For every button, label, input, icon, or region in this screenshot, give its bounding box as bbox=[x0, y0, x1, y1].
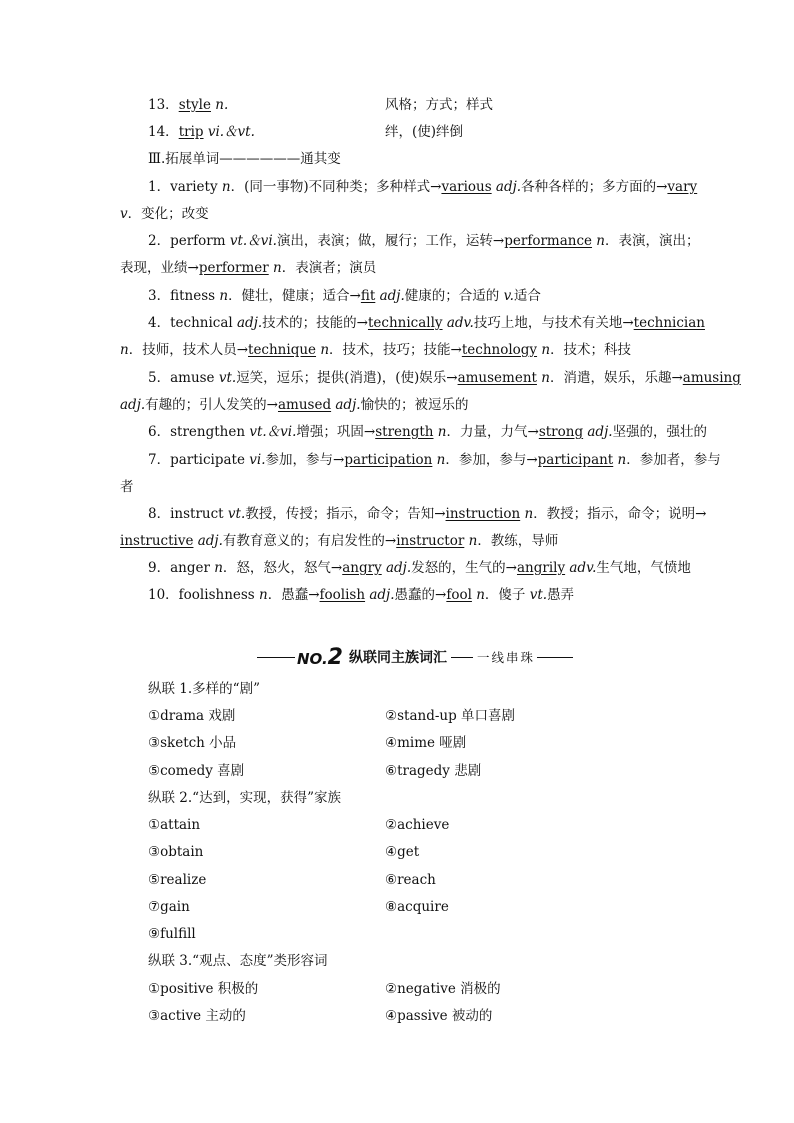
entry-text: ．技师，技术人员→ bbox=[128, 342, 249, 358]
vocab-item-14-meaning: 绊，(使)绊倒 bbox=[385, 124, 464, 140]
entry-text: ．消遣，娱乐，乐趣→ bbox=[549, 370, 683, 386]
section-no-digit: 2 bbox=[327, 644, 343, 670]
group-2-item: ⑧acquire bbox=[385, 899, 449, 915]
section-heading-extended-words: Ⅲ.拓展单词——————通其变 bbox=[148, 151, 341, 167]
entry-text: ．表演者；演员 bbox=[281, 260, 377, 276]
entry-text: ．技术，技巧；技能→ bbox=[329, 342, 462, 358]
entry-amuse-cont bbox=[120, 395, 680, 415]
item-number: 13． bbox=[148, 97, 179, 113]
derived-word: fit bbox=[360, 288, 376, 304]
entry-text: ．教授；指示，命令；说明→ bbox=[533, 506, 707, 522]
pos: vt. bbox=[218, 370, 237, 386]
derived-word: participant bbox=[537, 452, 614, 468]
entry-text: 健康的；合适的 bbox=[404, 288, 504, 304]
pos: n bbox=[268, 260, 282, 276]
title-rule-left bbox=[257, 657, 295, 658]
pos: n bbox=[433, 424, 447, 440]
entry-text: 发怒的，生气的→ bbox=[411, 560, 517, 576]
pos: adj. bbox=[331, 397, 361, 413]
pos: vt.＆vi. bbox=[249, 424, 297, 440]
pos: adj. bbox=[365, 587, 395, 603]
derived-word: instructor bbox=[396, 533, 465, 549]
word: style bbox=[178, 97, 211, 113]
entry-text: 7．participate bbox=[148, 452, 250, 468]
derived-word: fool bbox=[446, 587, 472, 603]
entry-text: 6．strengthen bbox=[148, 424, 250, 440]
derived-word: amused bbox=[277, 397, 332, 413]
group-3-item: ①positive 积极的 bbox=[148, 981, 259, 997]
derived-word: technically bbox=[367, 315, 443, 331]
entry-text: 演出，表演；做，履行；工作，运转→ bbox=[276, 233, 505, 249]
pos: n bbox=[214, 560, 223, 576]
entry-text: 增强；巩固→ bbox=[296, 424, 376, 440]
derived-word: performer bbox=[198, 260, 269, 276]
pos: n bbox=[316, 342, 330, 358]
entry-text: ．技术；科技 bbox=[550, 342, 632, 358]
pos: n bbox=[592, 233, 606, 249]
entry-text: 9．anger bbox=[148, 560, 215, 576]
group-1-item: ④mime 哑剧 bbox=[385, 735, 467, 751]
pos: v bbox=[120, 206, 128, 222]
group-2-item: ⑥reach bbox=[385, 872, 436, 888]
entry-variety bbox=[148, 177, 708, 197]
title-rule-right bbox=[537, 657, 573, 658]
pos: n bbox=[464, 533, 478, 549]
entry-text: 适合 bbox=[513, 288, 541, 304]
pos: adv. bbox=[442, 315, 474, 331]
pos: adj. bbox=[375, 288, 405, 304]
section-no-label: NO. bbox=[296, 649, 328, 668]
derived-word: instruction bbox=[445, 506, 521, 522]
entry-text: 3．fitness bbox=[148, 288, 220, 304]
group-1-item: ⑥tragedy 悲剧 bbox=[385, 763, 482, 779]
entry-text: ．力量，力气→ bbox=[446, 424, 539, 440]
entry-text: 有教育意义的；有启发性的→ bbox=[222, 533, 397, 549]
entry-participate-cont: 者 bbox=[120, 479, 134, 495]
pos: n bbox=[221, 179, 231, 195]
entry-instruct bbox=[148, 504, 708, 524]
group-1-title: 纵联 1.多样的“剧” bbox=[148, 681, 260, 697]
section-title-text: 纵联同主族词汇 bbox=[348, 650, 447, 666]
group-2-item: ①attain bbox=[148, 817, 201, 833]
section-2-title bbox=[255, 645, 575, 669]
entry-technical-cont bbox=[120, 340, 680, 360]
entry-strengthen bbox=[148, 422, 708, 442]
derived-word: instructive bbox=[120, 533, 194, 549]
pos: adj. bbox=[381, 560, 412, 576]
entry-text: 各种各样的；多方面的→ bbox=[521, 179, 668, 195]
pos: n bbox=[219, 288, 229, 304]
pos: n bbox=[613, 452, 627, 468]
entry-technical bbox=[148, 313, 708, 333]
entry-text: ．参加，参与→ bbox=[445, 452, 538, 468]
entry-fitness bbox=[148, 286, 708, 306]
derived-word: angry bbox=[342, 560, 382, 576]
group-1-item: ②stand-up 单口喜剧 bbox=[385, 708, 516, 724]
entry-text: 愚弄 bbox=[547, 587, 575, 603]
group-2-item: ②achieve bbox=[385, 817, 450, 833]
derived-word: strength bbox=[375, 424, 434, 440]
entry-text: 逗笑，逗乐；提供(消遣)，(使)娱乐→ bbox=[236, 370, 458, 386]
entry-perform-cont bbox=[120, 258, 680, 278]
group-1-item: ③sketch 小品 bbox=[148, 735, 237, 751]
entry-foolishness bbox=[148, 585, 708, 605]
group-2-item: ⑨fulfill bbox=[148, 926, 196, 942]
derived-word: foolish bbox=[319, 587, 366, 603]
pos: vt. bbox=[227, 506, 246, 522]
pos: n bbox=[536, 370, 550, 386]
pos: n bbox=[537, 342, 551, 358]
derived-word: technology bbox=[461, 342, 538, 358]
entry-text: ．参加者，参与 bbox=[626, 452, 721, 468]
derived-word: technique bbox=[248, 342, 317, 358]
pos: vi. bbox=[249, 452, 266, 468]
entry-text: 坚强的，强壮的 bbox=[612, 424, 708, 440]
pos: vt. bbox=[529, 587, 548, 603]
pos: vt.＆vi. bbox=[229, 233, 277, 249]
entry-text: ．傻子 bbox=[484, 587, 530, 603]
pos: n bbox=[432, 452, 446, 468]
group-2-item: ⑦gain bbox=[148, 899, 190, 915]
derived-word: various bbox=[441, 179, 492, 195]
entry-text: ．表演，演出； bbox=[605, 233, 700, 249]
item-number: 14． bbox=[148, 124, 179, 140]
entry-text: ．愚蠢→ bbox=[267, 587, 320, 603]
entry-text: 10．foolishness bbox=[148, 587, 260, 603]
entry-text: 生气地，气愤地 bbox=[596, 560, 691, 576]
group-2-item: ④get bbox=[385, 844, 420, 860]
entry-text: 有趣的；引人发笑的→ bbox=[145, 397, 278, 413]
pos: adj. bbox=[491, 179, 522, 195]
vocab-item-13-meaning: 风格；方式；样式 bbox=[385, 97, 493, 113]
title-rule-mid bbox=[451, 657, 473, 658]
pos: n bbox=[520, 506, 534, 522]
part-of-speech: n. bbox=[210, 97, 229, 113]
entry-text: 技术的；技能的→ bbox=[262, 315, 368, 331]
entry-perform bbox=[148, 231, 708, 251]
entry-instruct-cont bbox=[120, 531, 680, 551]
entry-text: 愚蠢的→ bbox=[394, 587, 447, 603]
group-3-item: ②negative 消极的 bbox=[385, 981, 501, 997]
part-of-speech: vi.＆vt. bbox=[203, 124, 255, 140]
group-2-item: ③obtain bbox=[148, 844, 204, 860]
group-3-item: ③active 主动的 bbox=[148, 1008, 246, 1024]
entry-text: 愉快的；被逗乐的 bbox=[360, 397, 469, 413]
entry-text: ．教练，导师 bbox=[477, 533, 559, 549]
group-2-item: ⑤realize bbox=[148, 872, 207, 888]
pos: n bbox=[120, 342, 129, 358]
entry-amuse bbox=[148, 368, 741, 388]
pos: adj. bbox=[120, 397, 146, 413]
entry-text: 8．instruct bbox=[148, 506, 228, 522]
group-3-item: ④passive 被动的 bbox=[385, 1008, 493, 1024]
pos: v. bbox=[503, 288, 514, 304]
entry-text: ．怒，怒火，怒气→ bbox=[222, 560, 343, 576]
section-number bbox=[297, 645, 343, 670]
group-2-title: 纵联 2.“达到，实现，获得”家族 bbox=[148, 790, 341, 806]
pos: n bbox=[471, 587, 485, 603]
entry-text: 教授，传授；指示，命令；告知→ bbox=[245, 506, 446, 522]
entry-text: 2．perform bbox=[148, 233, 230, 249]
pos: adj. bbox=[237, 315, 263, 331]
entry-text: ．健壮，健康；适合→ bbox=[228, 288, 361, 304]
entry-text: 参加，参与→ bbox=[265, 452, 345, 468]
pos: adv. bbox=[565, 560, 597, 576]
derived-word: performance bbox=[504, 233, 593, 249]
entry-text: 技巧上地，与技术有关地→ bbox=[473, 315, 634, 331]
derived-word: vary bbox=[667, 179, 698, 195]
group-1-item: ⑤comedy 喜剧 bbox=[148, 763, 245, 779]
derived-word: angrily bbox=[516, 560, 566, 576]
entry-anger bbox=[148, 558, 708, 578]
pos: adj. bbox=[583, 424, 613, 440]
word: trip bbox=[178, 124, 204, 140]
group-3-title: 纵联 3.“观点、态度”类形容词 bbox=[148, 953, 328, 969]
entry-text: 4．technical bbox=[148, 315, 237, 331]
group-1-item: ①drama 戏剧 bbox=[148, 708, 236, 724]
entry-variety-cont bbox=[120, 204, 680, 224]
section-subtitle: 一线串珠 bbox=[476, 650, 535, 665]
entry-text: ．变化；改变 bbox=[127, 206, 209, 222]
entry-text: 表现，业绩→ bbox=[120, 260, 199, 276]
entry-participate bbox=[148, 450, 721, 470]
entry-text: 5．amuse bbox=[148, 370, 219, 386]
derived-word: technician bbox=[633, 315, 705, 331]
derived-word: strong bbox=[538, 424, 584, 440]
pos: n bbox=[259, 587, 268, 603]
entry-text: 1．variety bbox=[148, 179, 222, 195]
derived-word: amusement bbox=[457, 370, 537, 386]
derived-word: amusing bbox=[682, 370, 741, 386]
pos: adj. bbox=[193, 533, 223, 549]
derived-word: participation bbox=[344, 452, 433, 468]
entry-text: ．(同一事物)不同种类；多种样式→ bbox=[230, 179, 442, 195]
